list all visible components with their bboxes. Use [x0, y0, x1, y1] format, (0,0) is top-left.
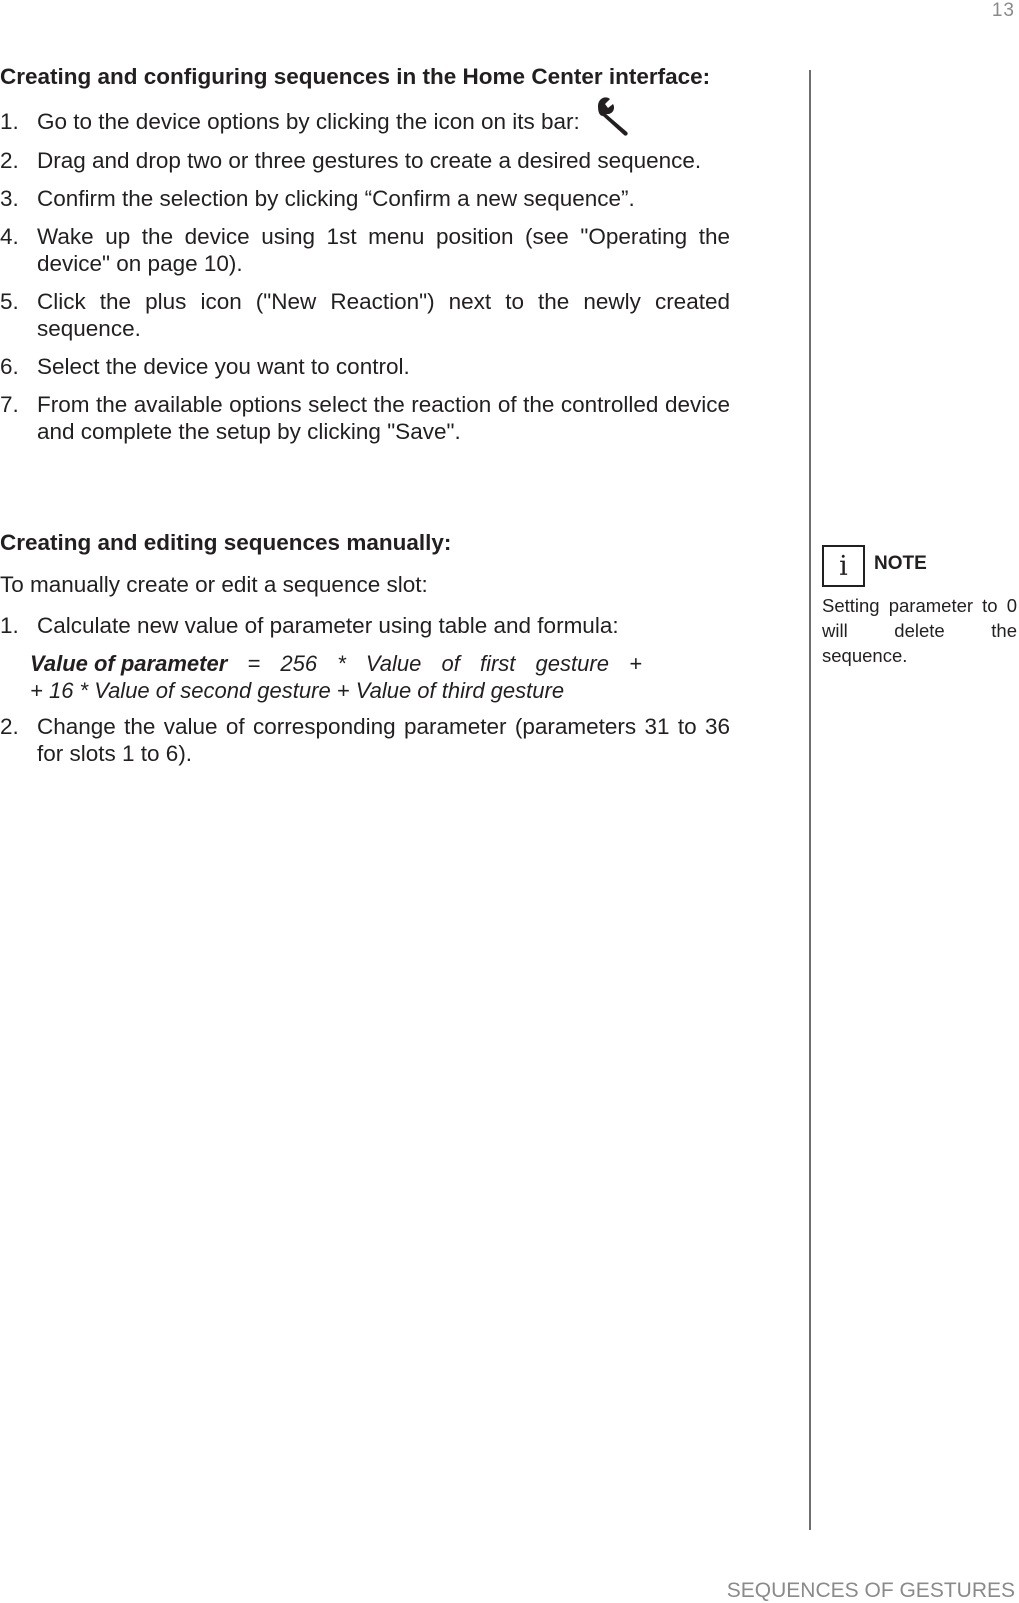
page-number: 13	[991, 0, 1015, 21]
list-text: Drag and drop two or three gestures to create a desired sequence.	[37, 148, 702, 174]
list-number: 6.	[0, 354, 19, 380]
formula-token: +	[629, 651, 642, 676]
formula-token: Value	[365, 651, 422, 676]
section-heading-manual: Creating and editing sequences manually:	[0, 530, 452, 555]
list-item	[0, 288, 730, 342]
list-item	[0, 147, 730, 174]
list-item	[0, 108, 730, 136]
list-text: Confirm the selection by clicking “Confirm a new sequence”.	[37, 186, 635, 212]
parameter-formula	[30, 650, 642, 704]
column-divider	[809, 70, 811, 1530]
list-number: 5.	[0, 289, 19, 315]
list-number: 1.	[0, 613, 19, 638]
manual-intro: To manually create or edit a sequence slot:	[0, 572, 428, 597]
list-number: 3.	[0, 186, 19, 212]
list-number: 1.	[0, 109, 19, 134]
list-number: 2.	[0, 714, 19, 739]
formula-line-2: + 16 * Value of second gesture + Value of third gesture	[30, 678, 565, 703]
section-heading-home-center: Creating and configuring sequences in the Home Center interface:	[0, 64, 711, 89]
list-text: Go to the device options by clicking the icon on its bar:	[37, 109, 580, 134]
home-center-steps	[0, 108, 730, 445]
formula-token: =	[247, 651, 261, 676]
list-item	[0, 185, 730, 212]
formula-term: Value of parameter	[30, 651, 228, 676]
list-text: Calculate new value of parameter using table and formula:	[37, 613, 619, 638]
info-icon: i	[822, 545, 865, 587]
list-item	[0, 391, 730, 445]
formula-token: 256	[280, 651, 318, 676]
note-title: NOTE	[874, 553, 927, 574]
formula-token: first	[479, 651, 516, 676]
list-text: Select the device you want to control.	[37, 354, 410, 380]
list-text: Click the plus icon ("New Reaction") next to the newly created sequence.	[37, 289, 730, 342]
manual-step-1	[0, 612, 730, 639]
list-text: Wake up the device using 1st menu position (see "Operating the device" on page 10).	[37, 224, 730, 277]
list-number: 2.	[0, 148, 19, 174]
list-item	[0, 223, 730, 277]
formula-token: *	[337, 651, 346, 676]
wrench-icon	[592, 96, 636, 136]
formula-line-1	[30, 650, 642, 677]
list-number: 7.	[0, 392, 19, 418]
note-text: Setting parameter to 0 will delete the sequence.	[822, 595, 1017, 666]
manual-step-2	[0, 713, 730, 767]
list-item	[0, 713, 730, 767]
list-text: From the available options select the reaction of the controlled device and complete the setup by clicking "Save".	[37, 392, 730, 445]
list-number: 4.	[0, 224, 19, 250]
formula-token: gesture	[535, 651, 609, 676]
list-item	[0, 612, 730, 639]
formula-token: of	[441, 651, 460, 676]
list-text: Change the value of corresponding parameter (parameters 31 to 36 for slots 1 to 6).	[37, 714, 730, 766]
footer-section-title: SEQUENCES OF GESTURES	[726, 1579, 1015, 1602]
list-item	[0, 353, 730, 380]
